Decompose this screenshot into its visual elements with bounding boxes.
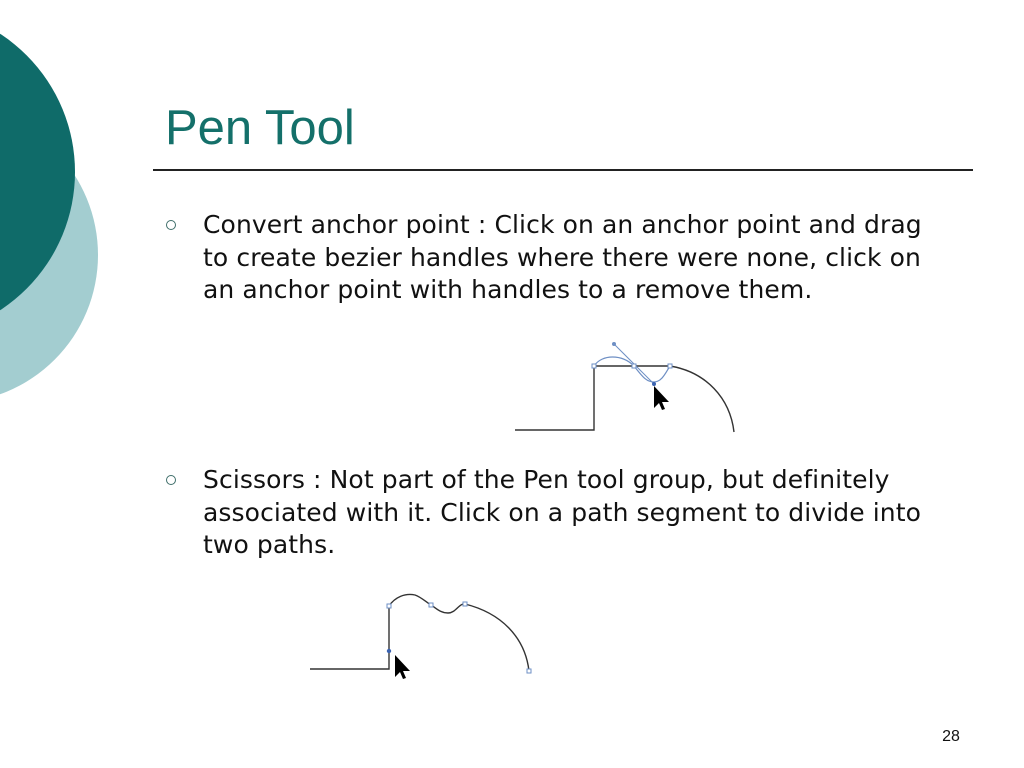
anchor-point: [527, 669, 531, 673]
anchor-point: [463, 602, 467, 606]
title-divider: [153, 169, 973, 171]
bezier-segment: [594, 357, 670, 382]
arrow-cursor-icon: [395, 655, 410, 679]
arrow-cursor-icon: [654, 386, 669, 410]
path-line: [310, 594, 529, 671]
convert-anchor-point-illustration: [510, 336, 750, 440]
anchor-point: [632, 364, 636, 368]
hollow-circle-bullet-icon: [166, 220, 176, 230]
path-line: [515, 366, 734, 432]
bullet-text: Convert anchor point : Click on an anchor point and drag to create bezier handles where there were none, click on an anchor point with handles to a remove them.: [203, 210, 922, 304]
scissors-illustration: [305, 589, 545, 679]
anchor-point: [387, 604, 391, 608]
hollow-circle-bullet-icon: [166, 475, 176, 485]
page-number: 28: [942, 728, 960, 745]
anchor-point: [592, 364, 596, 368]
bullet-text: Scissors : Not part of the Pen tool group, but definitely associated with it. Click on a path segment to divide into two paths.: [203, 465, 922, 559]
decorative-circles: [0, 0, 110, 420]
anchor-point: [429, 603, 433, 607]
handle-point: [612, 342, 616, 346]
anchor-point: [668, 364, 672, 368]
split-point: [387, 649, 391, 653]
slide-title: Pen Tool: [165, 101, 355, 155]
handle-point: [652, 382, 656, 386]
